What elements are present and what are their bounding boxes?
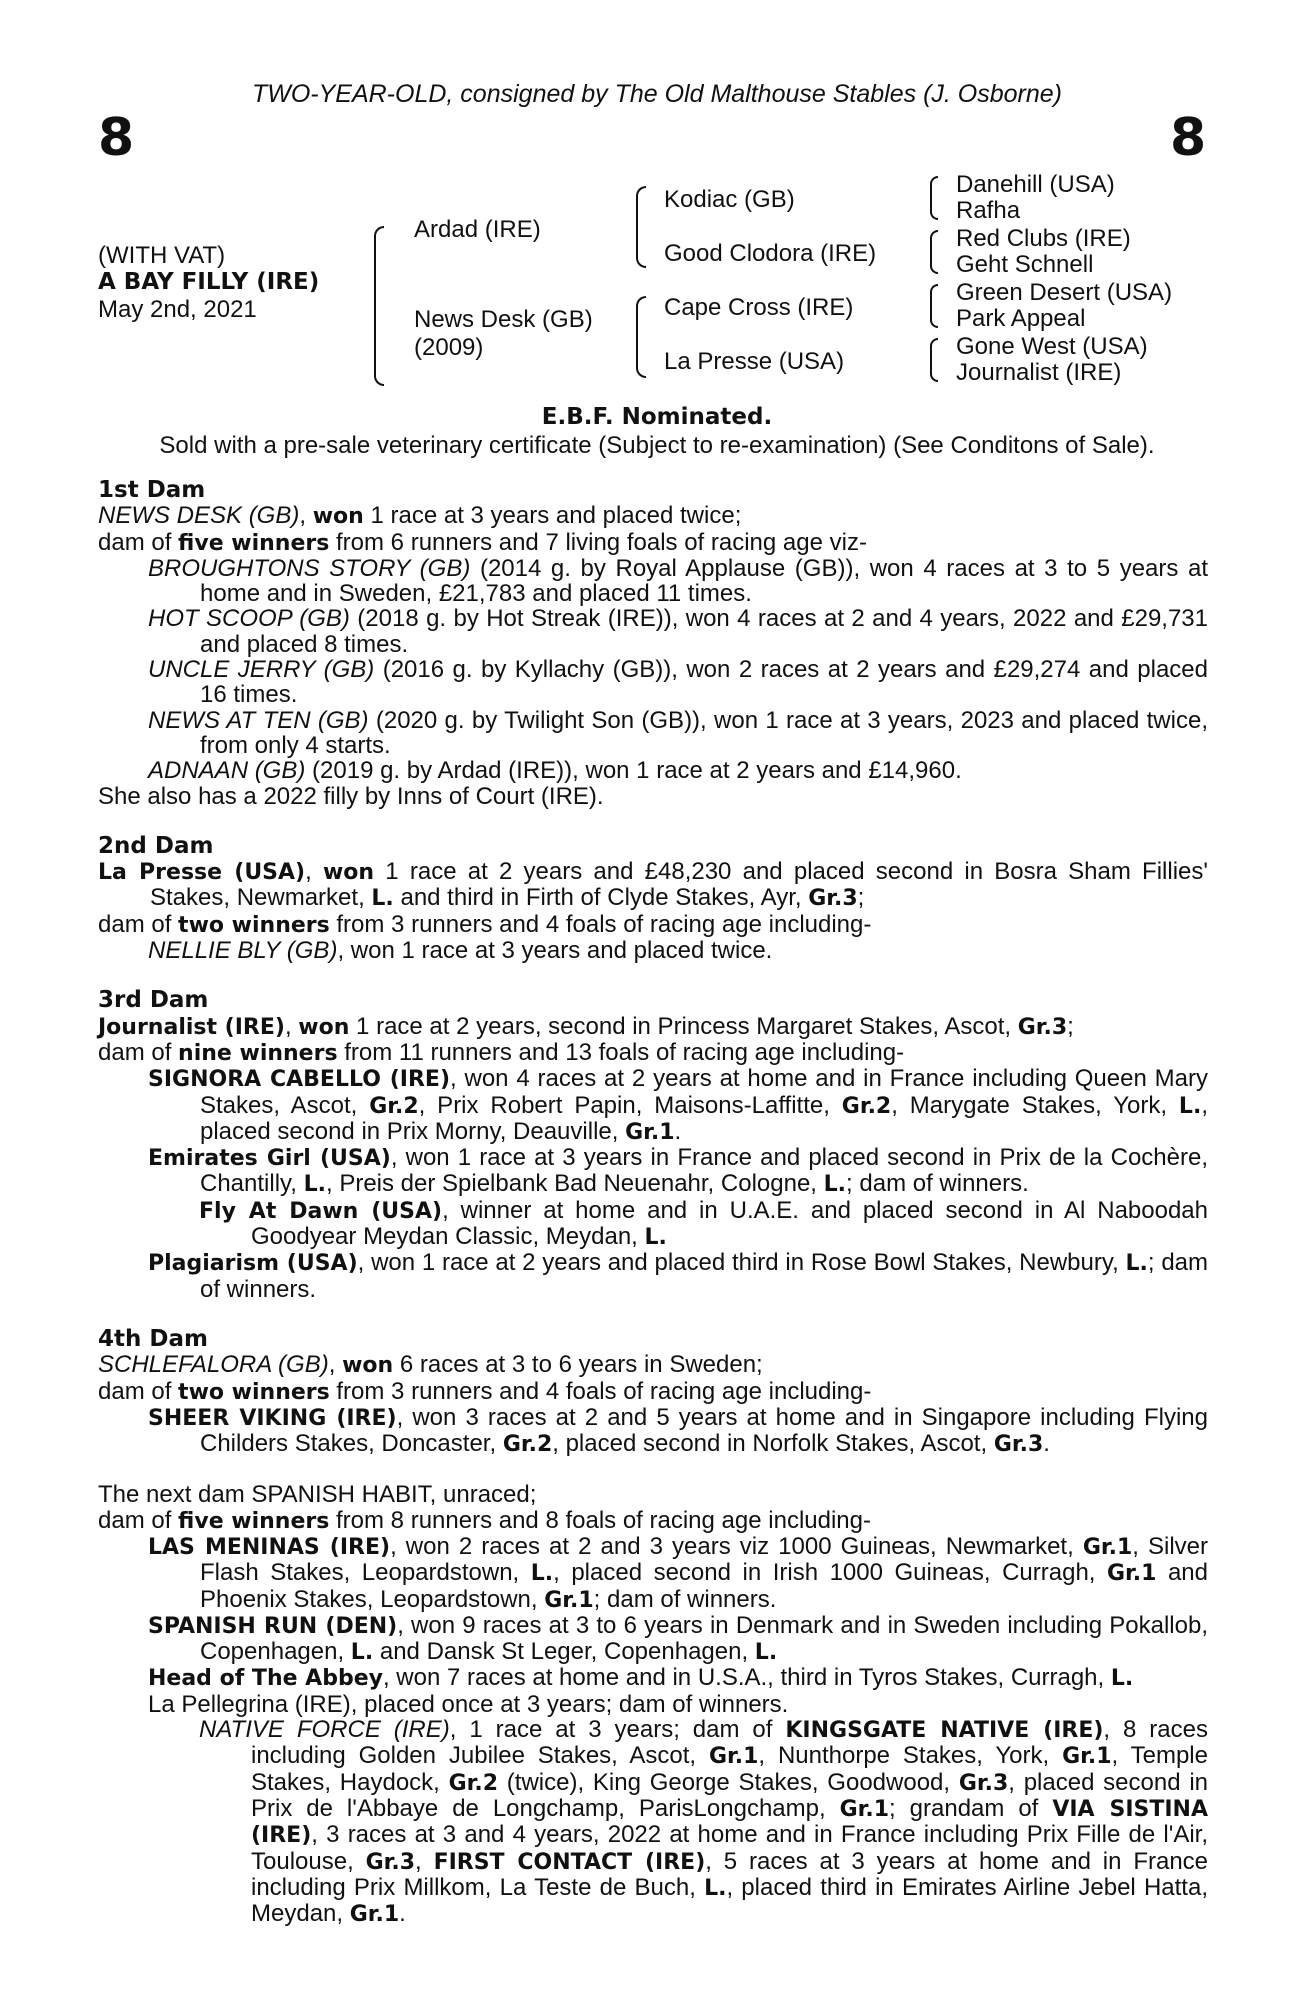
produce-entry [98, 556, 1208, 607]
brace-g3 [930, 284, 938, 328]
bold-fragment: Gr.1 [349, 1902, 400, 1928]
bold-fragment: KINGSGATE NATIVE (IRE) [785, 1718, 1104, 1744]
text-fragment: 1 race at 2 years, second in Princess Margaret Stakes, Ascot, [349, 1012, 1018, 1040]
produce-sub-entry [98, 1717, 1208, 1927]
bold-fragment: L. [1110, 1666, 1134, 1692]
bold-fragment: L. [754, 1640, 778, 1666]
text-fragment: , 5 races at 3 years at home and in France including Prix Millkom, La Teste de Buch, [251, 1847, 1209, 1901]
bold-fragment: L. [303, 1172, 326, 1198]
sale-conditions-note: Sold with a pre-sale veterinary certificate (Subject to re-examination) (See Conditons of Sale). [159, 432, 1155, 459]
brace-g2 [930, 230, 938, 274]
fourth-dam-section [98, 1327, 1208, 1457]
horse-name: A BAY FILLY (IRE) [98, 269, 320, 295]
italic-fragment: NELLIE BLY (GB) [148, 937, 338, 965]
produce-entry: La Pellegrina (IRE), placed once at 3 years; dam of winners. [148, 1690, 789, 1718]
text-fragment: dam of [98, 528, 179, 556]
italic-fragment: NATIVE FORCE (IRE) [199, 1716, 450, 1744]
text-fragment: , [415, 1847, 434, 1875]
text-fragment: ; dam of winners. [846, 1170, 1029, 1198]
foaling-date: May 2nd, 2021 [98, 296, 257, 323]
produce-entry [98, 1534, 1208, 1613]
vat-note: (WITH VAT) [98, 242, 226, 269]
bold-fragment: Gr.3 [365, 1849, 416, 1875]
text-fragment: . [674, 1117, 682, 1145]
produce-entry [98, 758, 1208, 783]
text-fragment: , 3 races at 3 and 4 years, 2022 at home and in France including Prix Fille de l'Air, Toulouse, [251, 1821, 1208, 1875]
produce-entry [98, 1405, 1208, 1458]
text-fragment: ; dam of winners. [593, 1585, 777, 1613]
gg-7: Gone West (USA) [956, 333, 1148, 360]
bold-fragment: La Presse (USA) [98, 860, 306, 886]
produce-entry [98, 1066, 1208, 1145]
text-fragment: , won 2 races at 2 and 3 years viz 1000 Guineas, Newmarket, [390, 1532, 1083, 1560]
gg-1: Danehill (USA) [956, 171, 1115, 198]
text-fragment: and Phoenix Stakes, Leopardstown, [200, 1559, 1208, 1613]
text-fragment: 1 race at 3 years and placed twice; [363, 502, 742, 530]
bold-fragment: nine winners [178, 1040, 338, 1066]
bold-fragment: SHEER VIKING (IRE) [148, 1405, 397, 1431]
text-fragment: , placed second in Irish 1000 Guineas, Curragh, [553, 1559, 1107, 1587]
text-fragment: from 3 runners and 4 foals of racing age including- [329, 910, 872, 938]
ebf-nominated: E.B.F. Nominated. [541, 404, 773, 430]
text-fragment: , won 9 races at 3 to 6 years in Denmark and in Sweden including Pokallob, Copenhagen, [200, 1611, 1208, 1666]
text-fragment: (2018 g. by Hot Streak (IRE)), won 4 races at 2 and 4 years, 2022 and £29,731 and placed 8 times. [200, 605, 1209, 658]
text-fragment: 1 race at 2 years and £48,230 and placed second in Bosra Sham Fillies' Stakes, Newmarket, [150, 858, 1208, 912]
bold-fragment: L. [704, 1875, 727, 1901]
text-fragment: (2020 g. by Twilight Son (GB)), won 1 race at 3 years, 2023 and placed twice, from only 4 starts. [200, 706, 1208, 759]
text-fragment: , winner at home and in U.A.E. and placed second in Al Naboodah Goodyear Meydan Classic, Meydan, [251, 1196, 1209, 1251]
bold-fragment: Gr.3 [958, 1770, 1009, 1796]
bold-fragment: won [312, 504, 364, 530]
bold-fragment: Gr.1 [1082, 1534, 1133, 1560]
bold-fragment: five winners [178, 530, 330, 556]
dam-record: Journalist (IRE), won 1 race at 2 years, second in Princess Margaret Stakes, Ascot, Gr.3; [98, 1012, 1074, 1040]
bold-fragment: Plagiarism (USA) [148, 1251, 358, 1277]
produce-summary [98, 1508, 1208, 1534]
bold-fragment: Gr.2 [448, 1770, 499, 1796]
text-fragment: (twice), King George Stakes, Goodwood, [498, 1768, 959, 1796]
brace-g4 [930, 338, 938, 382]
bold-fragment: Head of The Abbey [148, 1666, 383, 1692]
text-fragment: , Marygate Stakes, York, [891, 1091, 1179, 1119]
bold-fragment: two winners [178, 1379, 330, 1405]
gg-5: Green Desert (USA) [956, 279, 1173, 306]
bold-fragment: two winners [178, 912, 330, 938]
produce-summary [98, 912, 1208, 938]
bold-fragment: L. [1125, 1251, 1148, 1277]
bold-fragment: Journalist (IRE) [98, 1014, 285, 1040]
text-fragment: (2014 g. by Royal Applause (GB)), won 4 races at 3 to 5 years at home and in Sweden, £21,783 and placed 11 times. [200, 554, 1208, 608]
produce-entry [98, 1665, 1208, 1691]
text-fragment: , won 3 races at 2 and 5 years at home and in Singapore including Flying Childers Stakes, Doncaster, [200, 1403, 1208, 1458]
dam-year: (2009) [414, 334, 484, 361]
third-dam-section [98, 988, 1208, 1302]
bold-fragment: SPANISH RUN (DEN) [148, 1613, 398, 1639]
dam-record: NEWS DESK (GB), won 1 race at 3 years and placed twice; [98, 502, 742, 530]
lot-number-right: 8 [1170, 108, 1207, 168]
pedigree-table [0, 168, 1314, 398]
italic-fragment: UNCLE JERRY (GB) [148, 656, 375, 684]
bold-fragment: FIRST CONTACT (IRE) [433, 1849, 706, 1875]
bold-fragment: Gr.3 [993, 1432, 1044, 1458]
section-heading: 1st Dam [98, 477, 206, 503]
produce-entry [98, 938, 1208, 963]
text-fragment: , Preis der Spielbank Bad Neuenahr, Cologne, [325, 1170, 824, 1198]
consignor-line: TWO-YEAR-OLD, consigned by The Old Malthouse Stables (J. Osborne) [251, 80, 1063, 108]
text-fragment: ; [857, 884, 865, 912]
brace-sire [636, 186, 646, 268]
text-fragment: ; dam of winners. [200, 1249, 1209, 1303]
second-dam-section [98, 834, 1208, 963]
dam-name: NEWS DESK (GB) [98, 502, 300, 530]
text-fragment: , won 1 race at 3 years and placed twice. [337, 937, 773, 965]
bold-fragment: L. [1178, 1093, 1202, 1119]
bold-fragment: Gr.2 [502, 1432, 553, 1458]
bold-fragment: L. [350, 1640, 374, 1666]
bold-fragment: Gr.2 [369, 1093, 419, 1119]
bold-fragment: Gr.1 [1106, 1561, 1157, 1587]
produce-entry [98, 1613, 1208, 1666]
bold-fragment: won [322, 860, 375, 886]
text-fragment: , Nunthorpe Stakes, York, [758, 1742, 1063, 1770]
bold-fragment: Gr.1 [544, 1587, 594, 1613]
text-fragment: , 1 race at 3 years; dam of [449, 1716, 786, 1744]
italic-fragment: ADNAAN (GB) [148, 757, 306, 785]
bold-fragment: Gr.3 [808, 886, 858, 912]
bold-fragment: Gr.2 [841, 1093, 892, 1119]
text-fragment: , won 4 races at 2 years at home and in France including Queen Mary Stakes, Ascot, [200, 1065, 1208, 1119]
bold-fragment: L. [644, 1225, 667, 1251]
bold-fragment: VIA SISTINA (IRE) [251, 1796, 1208, 1849]
section-heading: 2nd Dam [98, 832, 214, 859]
bold-fragment: won [342, 1353, 394, 1379]
produce-entry [98, 708, 1208, 759]
text-fragment: , placed second in Prix de l'Abbaye de Longchamp, ParisLongchamp, [251, 1768, 1209, 1822]
produce-footer: She also has a 2022 filly by Inns of Court (IRE). [98, 782, 604, 810]
lot-number-left: 8 [98, 108, 135, 168]
bold-fragment: LAS MENINAS (IRE) [148, 1534, 391, 1560]
sire-name: Ardad (IRE) [414, 216, 541, 243]
bold-fragment: L. [530, 1561, 554, 1587]
produce-entry [98, 606, 1208, 657]
bold-fragment: SIGNORA CABELLO (IRE) [148, 1067, 450, 1093]
text-fragment: , 8 races including Golden Jubilee Stakes, Ascot, [251, 1716, 1208, 1770]
text-fragment: dam of [98, 1377, 179, 1405]
brace-dam [636, 296, 646, 378]
produce-entry [98, 1250, 1208, 1302]
brace-g1 [930, 176, 938, 220]
bold-fragment: won [298, 1014, 350, 1040]
bold-fragment: Gr.3 [1017, 1014, 1068, 1040]
text-fragment: . [1043, 1430, 1050, 1458]
gg-6: Park Appeal [956, 305, 1086, 332]
dam-record: SCHLEFALORA (GB), won 6 races at 3 to 6 years in Sweden; [98, 1351, 763, 1379]
gg-4: Geht Schnell [956, 251, 1094, 278]
section-heading: 3rd Dam [98, 987, 209, 1014]
text-fragment: and third in Firth of Clyde Stakes, Ayr, [393, 884, 809, 912]
produce-entry [98, 1145, 1208, 1198]
text-fragment: , won 1 race at 2 years and placed third in Rose Bowl Stakes, Newbury, [357, 1249, 1126, 1277]
sire-sire: Kodiac (GB) [664, 186, 795, 213]
text-fragment: from 6 runners and 7 living foals of racing age viz- [329, 528, 867, 556]
bold-fragment: L. [823, 1172, 847, 1198]
gg-2: Rafha [956, 197, 1021, 224]
text-fragment: from 8 runners and 8 foals of racing age including- [329, 1506, 871, 1534]
produce-summary [98, 1040, 1208, 1066]
text-fragment: ; [1067, 1012, 1074, 1040]
produce-summary [98, 530, 1208, 556]
text-fragment: , placed second in Norfolk Stakes, Ascot, [552, 1430, 994, 1458]
produce-entry [98, 657, 1208, 708]
text-fragment: and Dansk St Leger, Copenhagen, [373, 1638, 755, 1666]
next-dam-intro: The next dam SPANISH HABIT, unraced; [98, 1481, 537, 1509]
bold-fragment: Gr.1 [839, 1796, 890, 1822]
text-fragment: , Silver Flash Stakes, Leopardstown, [200, 1532, 1208, 1587]
text-fragment: , won 1 race at 3 years in France and placed second in Prix de la Cochère, Chantilly, [200, 1144, 1208, 1198]
text-fragment: dam of [98, 910, 179, 938]
text-fragment: (2016 g. by Kyllachy (GB)), won 2 races at 2 years and £29,274 and placed 16 times. [200, 656, 1209, 709]
text-fragment: , won 7 races at home and in U.S.A., third in Tyros Stakes, Curragh, [382, 1664, 1111, 1692]
dam-record: La Presse (USA), won 1 race at 2 years and £48,230 and placed second in Bosra Sham Fillies' Stakes, Newmarket, L. and third in Firth of Clyde Stakes, Ayr, Gr.3; [98, 858, 1208, 912]
text-fragment: from 11 runners and 13 foals of racing age including- [337, 1038, 905, 1066]
text-fragment: . [399, 1900, 406, 1928]
bold-fragment: Emirates Girl (USA) [148, 1146, 391, 1172]
italic-fragment: BROUGHTONS STORY (GB) [148, 554, 471, 582]
bold-fragment: Gr.1 [708, 1744, 759, 1770]
bold-fragment: five winners [178, 1508, 330, 1534]
text-fragment: (2019 g. by Ardad (IRE)), won 1 race at 2 years and £14,960. [305, 757, 962, 785]
produce-summary [98, 1379, 1208, 1405]
brace-main [374, 226, 384, 386]
sire-dam: Good Clodora (IRE) [664, 240, 877, 267]
bold-fragment: Fly At Dawn (USA) [199, 1198, 443, 1224]
dam-dam: La Presse (USA) [664, 348, 845, 375]
text-fragment: from 3 runners and 4 foals of racing age including- [329, 1377, 872, 1405]
next-dam-section [98, 1482, 1208, 1927]
text-fragment: ; grandam of [889, 1794, 1053, 1822]
catalogue-body [98, 478, 1208, 1952]
section-heading: 4th Dam [98, 1325, 208, 1352]
text-fragment: dam of [98, 1506, 179, 1534]
dam-sire: Cape Cross (IRE) [664, 294, 854, 321]
italic-fragment: HOT SCOOP (GB) [148, 605, 350, 633]
bold-fragment: L. [371, 886, 394, 912]
text-fragment: , placed third in Emirates Airline Jebel Hatta, Meydan, [251, 1873, 1208, 1928]
produce-sub-entry [98, 1198, 1208, 1251]
first-dam-section [98, 478, 1208, 809]
gg-8: Journalist (IRE) [956, 359, 1122, 386]
text-fragment: , Temple Stakes, Haydock, [251, 1742, 1208, 1796]
text-fragment: , placed second in Prix Morny, Deauville, [200, 1091, 1208, 1145]
text-fragment: dam of [98, 1038, 179, 1066]
bold-fragment: Gr.1 [1062, 1744, 1112, 1770]
text-fragment: , Prix Robert Papin, Maisons-Laffitte, [418, 1091, 842, 1119]
gg-3: Red Clubs (IRE) [956, 225, 1131, 252]
italic-fragment: NEWS AT TEN (GB) [148, 706, 369, 734]
bold-fragment: Gr.1 [625, 1119, 675, 1145]
text-fragment: 6 races at 3 to 6 years in Sweden; [393, 1351, 763, 1379]
italic-fragment: SCHLEFALORA (GB) [98, 1351, 329, 1379]
dam-name: News Desk (GB) [414, 306, 593, 333]
